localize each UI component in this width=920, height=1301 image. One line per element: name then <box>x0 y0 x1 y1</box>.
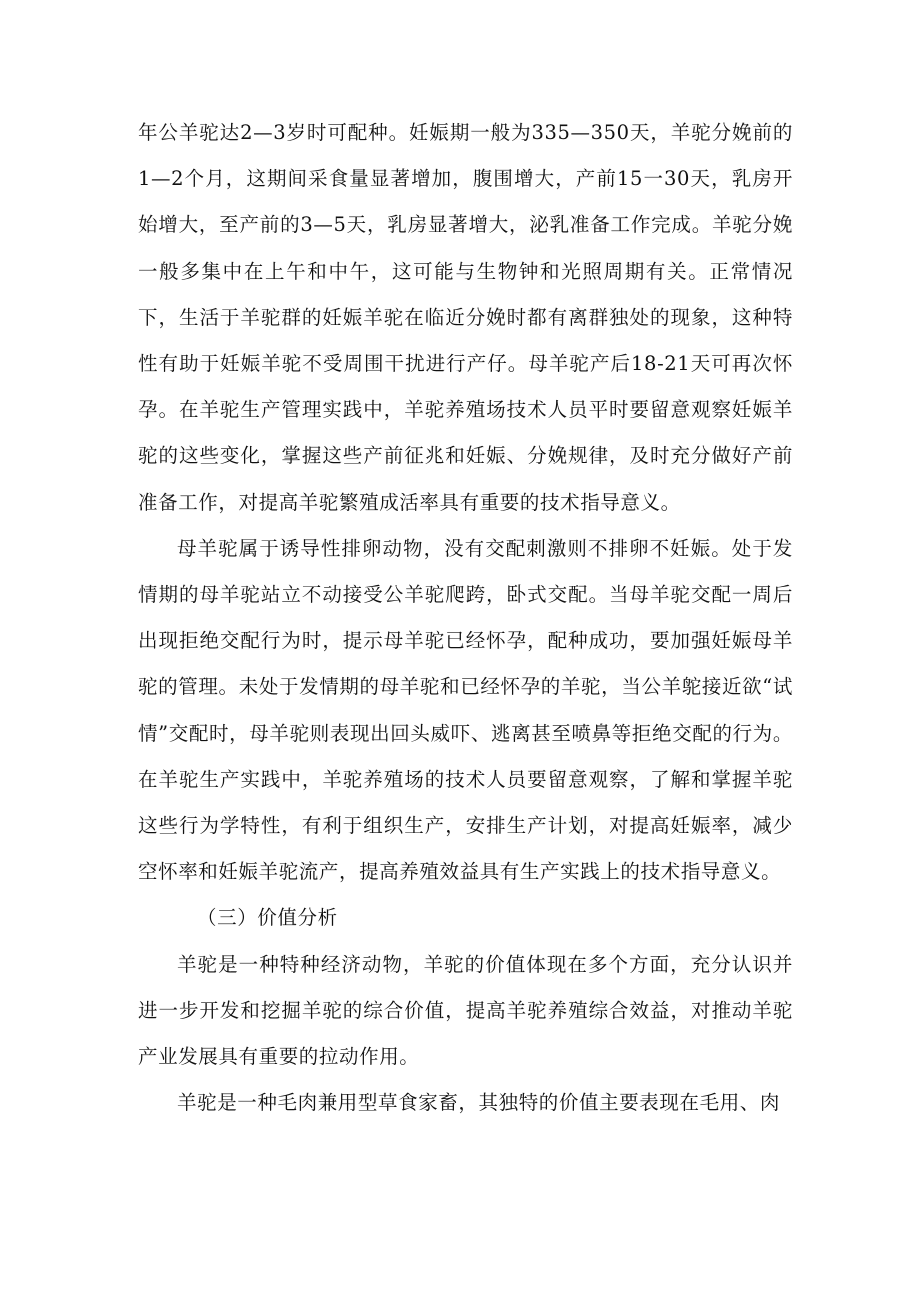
paragraph-value-detail: 羊驼是一种毛肉兼用型草食家畜，其独特的价值主要表现在毛用、肉 <box>177 1091 781 1115</box>
section-heading <box>138 895 793 941</box>
section-heading-text: （三）价值分析 <box>197 906 338 930</box>
paragraph-mating-behavior: 母羊驼属于诱导性排卵动物，没有交配刺激则不排卵不妊娠。处于发情期的母羊驼站立不动接受公羊驼爬跨，卧式交配。当母羊驼交配一周后出现拒绝交配行为时，提示母羊驼已经怀孕，配种成功，要加强妊娠母羊驼的管理。未处于发情期的母羊驼和已经怀孕的羊驼，当公羊鸵接近欲“试情”交配时，母羊驼则表现出回头威吓、逃离甚至喷鼻等拒绝交配的行为。在羊驼生产实践中，羊驼养殖场的技术人员要留意观察，了解和掌握羊驼这些行为学特性，有利于组织生产，安排生产计划，对提高妊娠率，减少空怀率和妊娠羊驼流产，提高养殖效益具有生产实践上的技术指导意义。 <box>138 536 793 884</box>
document-body <box>138 110 793 1126</box>
paragraph-value-overview: 羊驼是一种特种经济动物，羊驼的价值体现在多个方面，充分认识并进一步开发和挖掘羊驼的综合价值，提高羊驼养殖综合效益，对推动羊驼产业发展具有重要的拉动作用。 <box>138 952 793 1069</box>
paragraph-continuation: 年公羊驼达2—3岁时可配种。妊娠期一般为335—350天，羊驼分娩前的1—2个月，这期间采食量显著增加，腹围增大，产前15一30天，乳房开始增大，至产前的3—5天，乳房显著增大，泌乳准备工作完成。羊驼分娩一般多集中在上午和中午，这可能与生物钟和光照周期有关。正常情况下，生活于羊驼群的妊娠羊驼在临近分娩时都有离群独处的现象，这种特性有助于妊娠羊驼不受周围干扰进行产仔。母羊驼产后18-21天可再次怀孕。在羊驼生产管理实践中，羊驼养殖场技术人员平时要留意观察妊娠羊驼的这些变化，掌握这些产前征兆和妊娠、分娩规律，及时充分做好产前准备工作，对提高羊驼繁殖成活率具有重要的技术指导意义。 <box>138 121 793 514</box>
